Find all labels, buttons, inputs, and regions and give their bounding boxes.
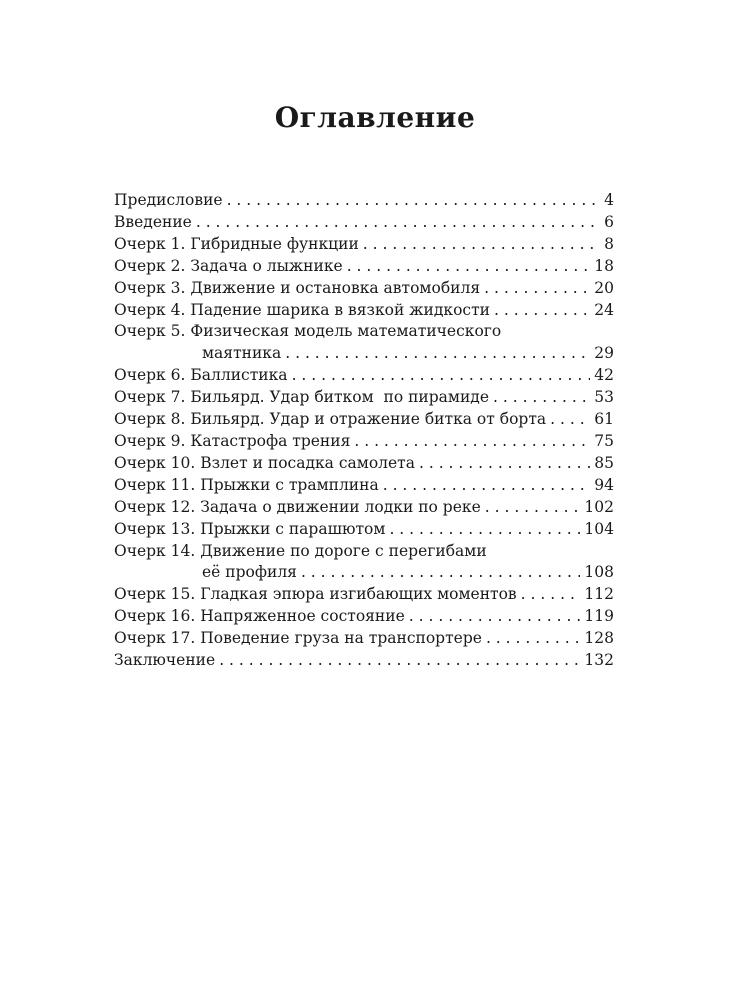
toc-entry-essay-4[interactable] [114, 300, 614, 322]
toc-entry-page: 108 [584, 563, 614, 582]
toc-entry-page: 24 [594, 300, 614, 319]
toc-entry-page: 29 [594, 344, 614, 363]
toc-entry-page: 18 [594, 256, 614, 275]
leader-dots [419, 453, 590, 475]
toc-entry-essay-1[interactable] [114, 234, 614, 256]
toc-entry-essay-6[interactable] [114, 365, 614, 387]
toc-entry-page: 42 [594, 366, 614, 385]
toc-entry-page: 132 [584, 651, 614, 670]
toc-entry-title: Очерк 9. Катастрофа трения [114, 431, 351, 450]
toc-entry-page: 102 [584, 497, 614, 516]
toc-entry-title-line1: Очерк 5. Физическая модель математического [114, 322, 502, 341]
leader-dots [409, 606, 581, 628]
toc-entry-page: 128 [584, 629, 614, 648]
leader-dots [227, 190, 601, 212]
toc-entry-page: 94 [594, 475, 614, 494]
toc-entry-essay-16[interactable] [114, 606, 614, 628]
toc-entry-title: Очерк 2. Задача о лыжнике [114, 256, 343, 275]
toc-entry-title: Очерк 16. Напряженное состояние [114, 607, 405, 626]
toc-entry-title: Очерк 11. Прыжки с трамплина [114, 475, 379, 494]
toc-entry-page: 20 [594, 278, 614, 297]
leader-dots [347, 256, 591, 278]
toc-entry-conclusion[interactable] [114, 650, 614, 672]
toc-entry-essay-7[interactable] [114, 387, 614, 409]
toc-entry-essay-13[interactable] [114, 519, 614, 541]
toc-entry-title: Очерк 10. Взлет и посадка самолета [114, 453, 415, 472]
toc-entry-page: 6 [604, 212, 614, 231]
toc-entry-page: 75 [594, 431, 614, 450]
leader-dots [493, 387, 590, 409]
toc-entry-title-line2: маятника [202, 344, 282, 363]
toc-entry-page: 112 [584, 585, 614, 604]
toc-entry-essay-11[interactable] [114, 475, 614, 497]
toc-entry-preface[interactable] [114, 190, 614, 212]
toc-entry-title-line1: Очерк 14. Движение по дороге с перегибами [114, 541, 487, 560]
leader-dots [521, 584, 581, 606]
toc-entry-title: Очерк 12. Задача о движении лодки по реке [114, 497, 481, 516]
toc-entry-title: Очерк 8. Бильярд. Удар и отражение битка от борта [114, 410, 547, 429]
leader-dots [196, 212, 600, 234]
toc-entry-page: 119 [584, 607, 614, 626]
leader-dots [550, 409, 590, 431]
toc-entry-title: Очерк 3. Движение и остановка автомобиля [114, 278, 481, 297]
leader-dots [363, 234, 600, 256]
toc-entry-title: Предисловие [114, 191, 223, 209]
toc-entry-essay-8[interactable] [114, 409, 614, 431]
toc-entry-essay-2[interactable] [114, 256, 614, 278]
toc-entry-title: Заключение [114, 651, 216, 670]
toc-entry-essay-10[interactable] [114, 453, 614, 475]
toc-entry-page: 4 [604, 191, 614, 209]
toc-entry-title: Очерк 17. Поведение груза на транспортере [114, 629, 482, 648]
leader-dots [354, 431, 590, 453]
toc-entry-page: 85 [594, 453, 614, 472]
leader-dots [301, 562, 580, 584]
toc-entry-essay-14[interactable] [114, 541, 614, 585]
table-of-contents [114, 190, 614, 672]
toc-entry-page: 8 [604, 234, 614, 253]
toc-entry-essay-12[interactable] [114, 497, 614, 519]
leader-dots [219, 650, 580, 672]
toc-entry-title: Очерк 1. Гибридные функции [114, 234, 359, 253]
toc-entry-page: 104 [584, 519, 614, 538]
toc-entry-essay-17[interactable] [114, 628, 614, 650]
toc-entry-page: 53 [594, 388, 614, 407]
page-title: Оглавление [274, 100, 476, 134]
leader-dots [383, 475, 591, 497]
leader-dots [485, 497, 581, 519]
leader-dots [494, 300, 590, 322]
leader-dots [285, 343, 590, 365]
leader-dots [292, 365, 591, 387]
toc-entry-title-line2: её профиля [202, 563, 297, 582]
leader-dots [389, 519, 580, 541]
toc-entry-title: Очерк 4. Падение шарика в вязкой жидкости [114, 300, 491, 319]
toc-entry-title: Очерк 15. Гладкая эпюра изгибающих моментов [114, 585, 517, 604]
leader-dots [484, 278, 590, 300]
leader-dots [486, 628, 580, 650]
toc-entry-title: Введение [114, 212, 192, 231]
toc-entry-title: Очерк 7. Бильярд. Удар битком по пирамиде [114, 388, 490, 407]
toc-entry-essay-3[interactable] [114, 278, 614, 300]
toc-entry-essay-15[interactable] [114, 584, 614, 606]
toc-entry-title: Очерк 13. Прыжки с парашютом [114, 519, 386, 538]
toc-entry-title: Очерк 6. Баллистика [114, 366, 288, 385]
toc-entry-essay-9[interactable] [114, 431, 614, 453]
toc-entry-essay-5[interactable] [114, 321, 614, 365]
toc-entry-introduction[interactable] [114, 212, 614, 234]
toc-entry-page: 61 [594, 410, 614, 429]
